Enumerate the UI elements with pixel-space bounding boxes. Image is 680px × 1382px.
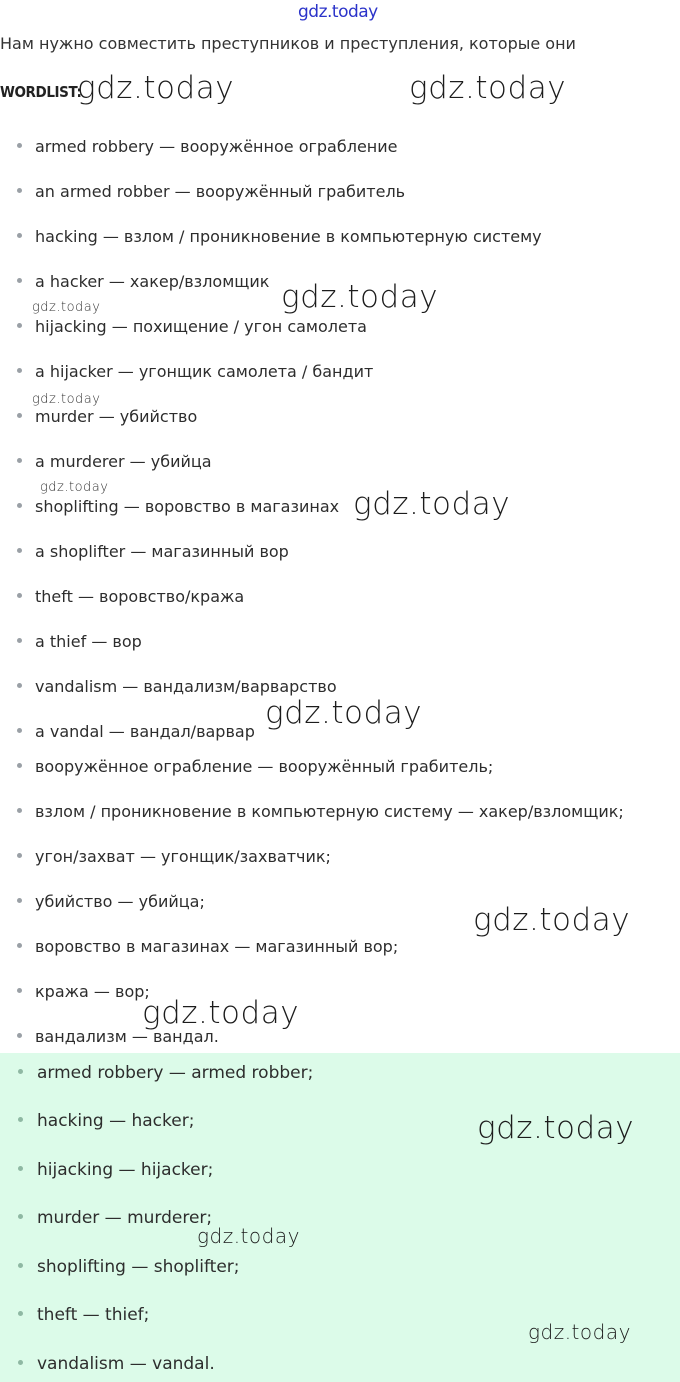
list-item: [0, 890, 205, 914]
answer-item: [0, 1109, 194, 1133]
bullet-icon: [17, 808, 22, 813]
answer-item-text: theft — thief;: [37, 1305, 150, 1325]
top-watermark: gdz.today: [298, 2, 378, 22]
bullet-icon: [18, 1069, 23, 1074]
watermark: gdz.today: [473, 902, 631, 938]
list-item: [0, 270, 269, 294]
list-item-text: shoplifting — воровство в магазинах: [35, 497, 340, 516]
watermark: gdz.today: [265, 695, 423, 731]
answer-item: [0, 1255, 240, 1279]
answer-item: [0, 1206, 212, 1230]
bullet-icon: [17, 323, 22, 328]
list-item: [0, 720, 255, 744]
list-item-text: взлом / проникновение в компьютерную систему — хакер/взломщик;: [35, 802, 624, 821]
answer-item: [0, 1158, 213, 1182]
list-item-text: a hijacker — угонщик самолета / бандит: [35, 362, 374, 381]
watermark: gdz.today: [528, 1320, 631, 1344]
bullet-icon: [17, 503, 22, 508]
watermark: gdz.today: [40, 480, 109, 495]
list-item: [0, 495, 339, 519]
list-item-text: hijacking — похищение / угон самолета: [35, 317, 367, 336]
watermark: gdz.today: [353, 486, 511, 522]
list-item: [0, 585, 244, 609]
bullet-icon: [17, 853, 22, 858]
list-item-text: вандализм — вандал.: [35, 1027, 219, 1046]
list-item: [0, 845, 331, 869]
list-item: [0, 800, 624, 824]
bullet-icon: [17, 233, 22, 238]
answer-item: [0, 1061, 313, 1085]
bullet-icon: [18, 1360, 23, 1365]
bullet-icon: [17, 898, 22, 903]
list-item-text: a shoplifter — магазинный вор: [35, 542, 289, 561]
bullet-icon: [18, 1166, 23, 1171]
bullet-icon: [17, 988, 22, 993]
watermark: gdz.today: [409, 70, 567, 106]
watermark: gdz.today: [281, 279, 439, 315]
bullet-icon: [17, 548, 22, 553]
watermark: gdz.today: [197, 1224, 300, 1248]
list-item-text: вооружённое ограбление — вооружённый грабитель;: [35, 757, 494, 776]
intro-text: Нам нужно совместить преступников и преступления, которые они: [0, 34, 576, 53]
wordlist-label: WORDLIST:: [0, 83, 82, 101]
list-item: [0, 180, 405, 204]
watermark: gdz.today: [477, 1110, 635, 1146]
answer-item: [0, 1303, 149, 1327]
list-item-text: armed robbery — вооружённое ограбление: [35, 137, 398, 156]
bullet-icon: [17, 638, 22, 643]
list-item-text: murder — убийство: [35, 407, 198, 426]
answer-item-text: armed robbery — armed robber;: [37, 1063, 314, 1083]
answer-item-text: murder — murderer;: [37, 1208, 213, 1228]
list-item-text: a vandal — вандал/варвар: [35, 722, 255, 741]
answer-item-text: hacking — hacker;: [37, 1111, 195, 1131]
list-item-text: vandalism — вандализм/варварство: [35, 677, 337, 696]
list-item-text: hacking — взлом / проникновение в компьютерную систему: [35, 227, 542, 246]
list-item-text: an armed robber — вооружённый грабитель: [35, 182, 406, 201]
list-item-text: кража — вор;: [35, 982, 150, 1001]
list-item: [0, 315, 367, 339]
bullet-icon: [17, 593, 22, 598]
bullet-icon: [17, 763, 22, 768]
answer-item-text: shoplifting — shoplifter;: [37, 1257, 240, 1277]
watermark: gdz.today: [32, 392, 101, 407]
watermark: gdz.today: [142, 995, 300, 1031]
bullet-icon: [17, 188, 22, 193]
list-item: [0, 225, 542, 249]
list-item: [0, 630, 142, 654]
list-item-text: угон/захват — угонщик/захватчик;: [35, 847, 331, 866]
bullet-icon: [17, 413, 22, 418]
list-item-text: a thief — вор: [35, 632, 142, 651]
answer-item-text: vandalism — vandal.: [37, 1354, 215, 1374]
list-item-text: воровство в магазинах — магазинный вор;: [35, 937, 399, 956]
list-item: [0, 935, 398, 959]
bullet-icon: [17, 943, 22, 948]
answer-item-text: hijacking — hijacker;: [37, 1160, 214, 1180]
answer-item: [0, 1352, 215, 1376]
watermark: gdz.today: [77, 70, 235, 106]
bullet-icon: [17, 278, 22, 283]
bullet-icon: [17, 143, 22, 148]
list-item: [0, 755, 493, 779]
list-item: [0, 450, 212, 474]
watermark: gdz.today: [32, 300, 101, 315]
list-item: [0, 360, 373, 384]
list-item: [0, 540, 289, 564]
bullet-icon: [17, 1033, 22, 1038]
bullet-icon: [17, 368, 22, 373]
list-item-text: a hacker — хакер/взломщик: [35, 272, 270, 291]
list-item: [0, 135, 398, 159]
bullet-icon: [18, 1311, 23, 1316]
bullet-icon: [18, 1263, 23, 1268]
bullet-icon: [17, 728, 22, 733]
bullet-icon: [18, 1214, 23, 1219]
list-item-text: a murderer — убийца: [35, 452, 212, 471]
list-item: [0, 405, 197, 429]
bullet-icon: [17, 683, 22, 688]
list-item-text: theft — воровство/кража: [35, 587, 245, 606]
bullet-icon: [17, 458, 22, 463]
bullet-icon: [18, 1117, 23, 1122]
list-item-text: убийство — убийца;: [35, 892, 205, 911]
list-item: [0, 980, 150, 1004]
